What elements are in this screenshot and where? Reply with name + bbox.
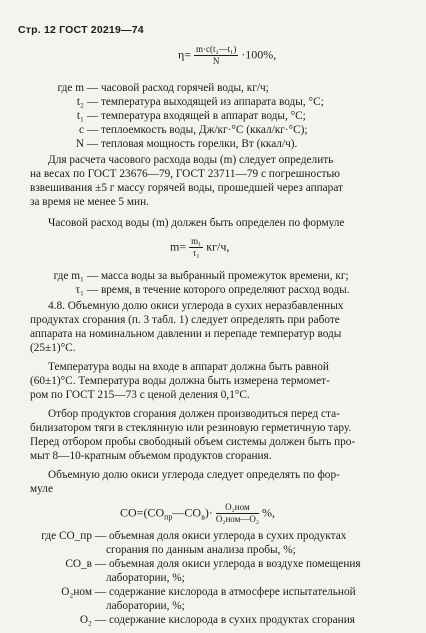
definition-row: где m — часовой расход горячей воды, кг/ч; bbox=[57, 82, 269, 94]
text-line: аппарата на номинальном давлении и перепаде температур воды bbox=[30, 328, 342, 340]
formula-subscript: пр bbox=[164, 512, 173, 522]
definition-continuation: сгорания по данным анализа пробы, %; bbox=[106, 544, 296, 556]
formula-denominator: O₂ном—O₂ bbox=[215, 514, 259, 524]
text-line: мыт 8—10-кратным объемом продуктов сгорания. bbox=[30, 450, 272, 462]
definition-row: где CO_пр — объемная доля окиси углерода в сухих продуктах bbox=[41, 530, 347, 542]
formula-numerator: O₂ном bbox=[216, 502, 259, 514]
flow-formula bbox=[170, 236, 229, 259]
definition-row: t₁ — температура входящей в аппарат воды, °С; bbox=[76, 110, 306, 122]
text-line: на весах по ГОСТ 23676—79, ГОСТ 23711—79 с погрешностью bbox=[30, 168, 340, 180]
text-line: Объемную долю окиси углерода следует определять по фор- bbox=[48, 469, 340, 481]
formula-lhs: m= bbox=[170, 239, 187, 254]
text-line: ром по ГОСТ 215—73 с ценой деления 0,1°С. bbox=[30, 389, 250, 401]
definition-row: τ₁ — время, в течение которого определяют расход воды. bbox=[75, 284, 350, 296]
text-line: (60±1)°С. Температура воды должна быть измерена термомет- bbox=[30, 375, 330, 387]
formula-lhs: η= bbox=[178, 47, 192, 62]
paragraph-hourly-flow: Часовой расход воды (m) должен быть определен по формуле bbox=[48, 217, 345, 229]
formula-middle: —CO bbox=[172, 505, 202, 520]
definition-row: O₂ — содержание кислорода в сухих продуктах сгорания bbox=[79, 614, 355, 626]
formula-close: )· bbox=[204, 505, 213, 520]
formula-fraction bbox=[194, 44, 238, 67]
definition-continuation: лаборатории, %; bbox=[106, 600, 185, 612]
formula-denominator: N bbox=[212, 56, 220, 66]
formula-fraction bbox=[189, 236, 203, 259]
formula-denominator: τ₁ bbox=[192, 248, 200, 258]
text-line: муле bbox=[30, 483, 53, 495]
definition-row: N — тепловая мощность горелки, Вт (ккал/ч). bbox=[75, 138, 298, 150]
formula-fraction bbox=[216, 502, 259, 525]
text-line: Температура воды на входе в аппарат должна быть равной bbox=[48, 361, 329, 373]
text-line: 4.8. Объемную долю окиси углерода в сухих неразбавленных bbox=[48, 300, 344, 312]
text-line: Отбор продуктов сгорания должен производиться перед ста- bbox=[48, 408, 340, 420]
text-line: продуктах сгорания (п. 3 табл. 1) следует определять при работе bbox=[30, 314, 340, 326]
formula-tail: кг/ч, bbox=[206, 239, 230, 254]
text-line: Перед отбором пробы свободный объем системы должен быть про- bbox=[30, 436, 356, 448]
page-header: Стр. 12 ГОСТ 20219—74 bbox=[18, 24, 144, 36]
formula-subscript: в bbox=[201, 512, 205, 522]
definition-row: O₂ном — содержание кислорода в атмосфере испытательной bbox=[61, 586, 356, 598]
efficiency-formula bbox=[178, 44, 276, 67]
formula-tail: %, bbox=[261, 505, 275, 520]
definition-row: где m₁ — масса воды за выбранный промежуток времени, кг; bbox=[53, 270, 349, 282]
text-line: билизатором тяги в стеклянную или резиновую герметичную тару. bbox=[30, 422, 352, 434]
formula-tail: ·100%, bbox=[241, 47, 277, 62]
formula-numerator: m₁ bbox=[191, 236, 202, 246]
definition-row: t₂ — температура выходящей из аппарата воды, °С; bbox=[76, 96, 324, 108]
formula-lhs: CO=(CO bbox=[120, 505, 165, 520]
text-line: (25±1)°С. bbox=[30, 342, 76, 354]
definition-row: CO_в — объемная доля окиси углерода в воздухе помещения bbox=[65, 558, 361, 570]
co-formula bbox=[120, 502, 275, 525]
definition-continuation: лаборатории, %; bbox=[106, 572, 185, 584]
definition-row: c — теплоемкость воды, Дж/кг·°С (ккал/кг·°С); bbox=[78, 124, 308, 136]
text-line: Для расчета часового расхода воды (m) следует определить bbox=[48, 154, 334, 166]
text-line: за время не менее 5 мин. bbox=[30, 196, 149, 208]
formula-numerator: m·c(t₂—t₁) bbox=[196, 44, 237, 54]
text-line: взвешивания ±5 г массу горячей воды, прошедшей через аппарат bbox=[30, 182, 343, 194]
